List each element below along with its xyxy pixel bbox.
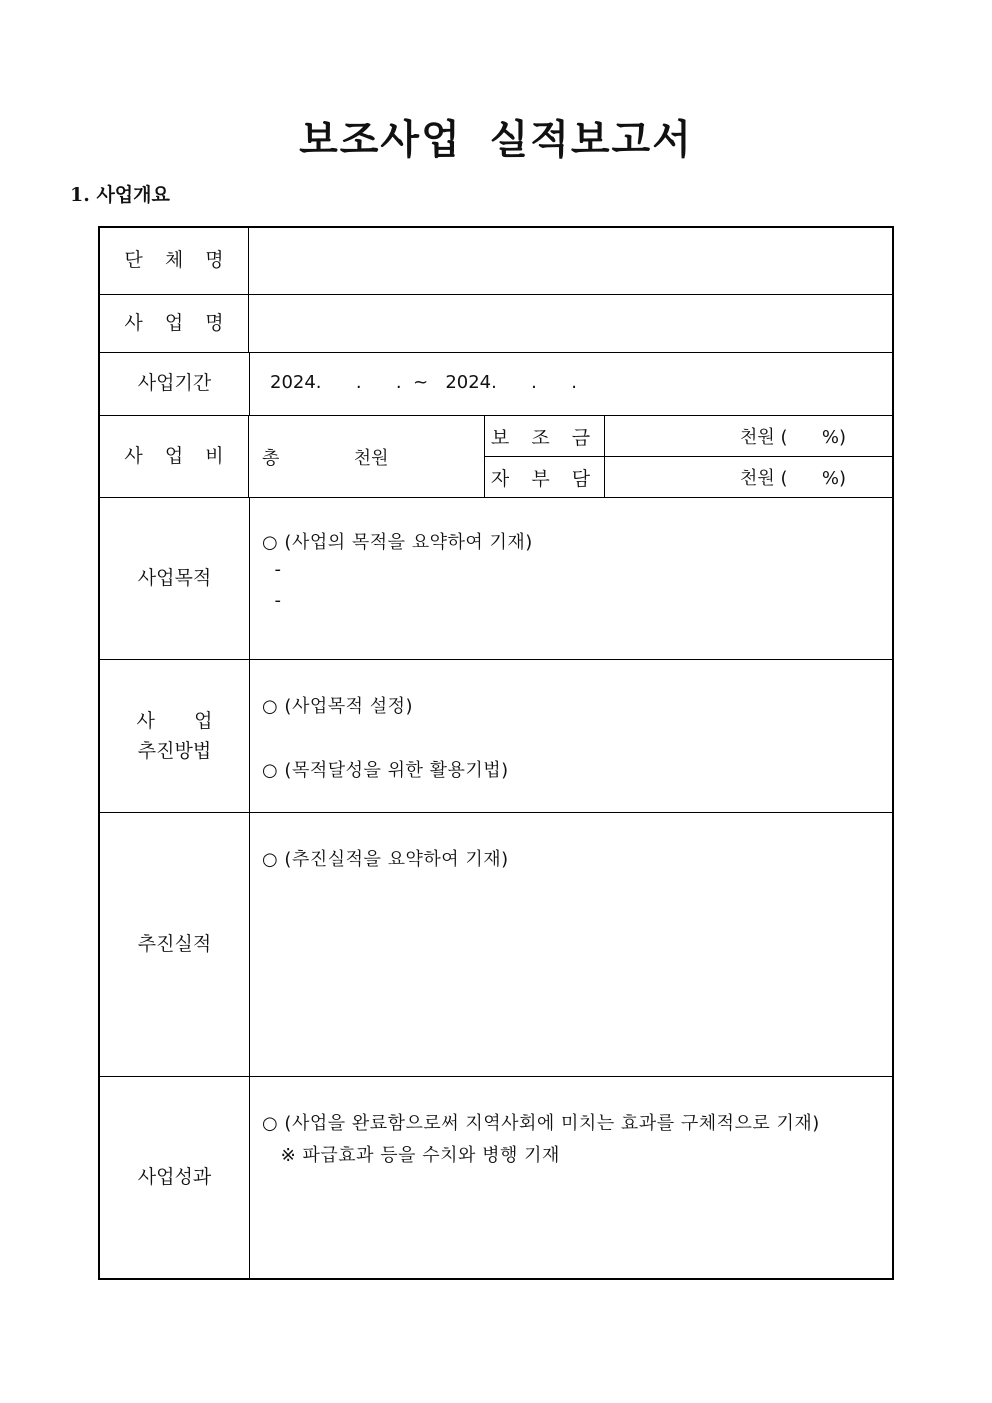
purpose-line-2: - xyxy=(262,559,282,580)
label-outcome: 사업성과 xyxy=(100,1077,250,1278)
period-value: 2024. . . ~ 2024. . . xyxy=(270,372,577,393)
budget-content xyxy=(250,416,892,497)
label-period: 사업기간 xyxy=(100,353,250,415)
row-budget xyxy=(100,415,892,497)
label-org-name: 단 체 명 xyxy=(100,228,249,294)
row-outcome xyxy=(100,1076,892,1278)
label-method xyxy=(100,660,250,812)
field-method[interactable] xyxy=(250,660,892,812)
label-method-char-1: 사 xyxy=(136,709,155,732)
label-purpose: 사업목적 xyxy=(100,498,250,659)
self-burden-value[interactable]: 천원 ( %) xyxy=(740,468,846,489)
section-heading: 1. 사업개요 xyxy=(70,184,170,206)
field-project-name[interactable] xyxy=(250,295,892,352)
performance-line-1: ○ (추진실적을 요약하여 기재) xyxy=(262,849,509,870)
method-line-1: ○ (사업목적 설정) xyxy=(262,696,414,717)
label-performance: 추진실적 xyxy=(100,813,250,1076)
outcome-line-1: ○ (사업을 완료함으로써 지역사회에 미치는 효과를 구체적으로 기재) xyxy=(262,1113,820,1134)
row-performance xyxy=(100,812,892,1076)
label-method-line-2: 추진방법 xyxy=(137,740,212,762)
row-period xyxy=(100,352,892,415)
row-purpose xyxy=(100,497,892,659)
field-outcome[interactable] xyxy=(250,1077,892,1278)
purpose-line-1: ○ (사업의 목적을 요약하여 기재) xyxy=(262,532,533,553)
subsidy-value[interactable]: 천원 ( %) xyxy=(740,427,846,448)
budget-total[interactable]: 총 천원 xyxy=(262,447,389,469)
field-org-name[interactable] xyxy=(250,228,892,294)
field-performance[interactable] xyxy=(250,813,892,1076)
field-period[interactable] xyxy=(250,353,892,415)
method-line-2: ○ (목적달성을 위한 활용기법) xyxy=(262,760,509,781)
row-method xyxy=(100,659,892,812)
label-budget: 사 업 비 xyxy=(100,416,249,497)
self-burden-label: 자 부 담 xyxy=(490,467,599,490)
subsidy-label: 보 조 금 xyxy=(490,426,599,449)
purpose-line-3: - xyxy=(262,590,282,611)
label-method-char-2: 업 xyxy=(194,709,213,732)
field-purpose[interactable] xyxy=(250,498,892,659)
row-project-name xyxy=(100,294,892,352)
report-form-table xyxy=(98,226,894,1280)
outcome-line-2: ※ 파급효과 등을 수치와 병행 기재 xyxy=(262,1145,560,1166)
row-org-name xyxy=(100,228,892,294)
label-project-name: 사 업 명 xyxy=(100,295,249,352)
document-title: 보조사업 실적보고서 xyxy=(299,116,693,163)
